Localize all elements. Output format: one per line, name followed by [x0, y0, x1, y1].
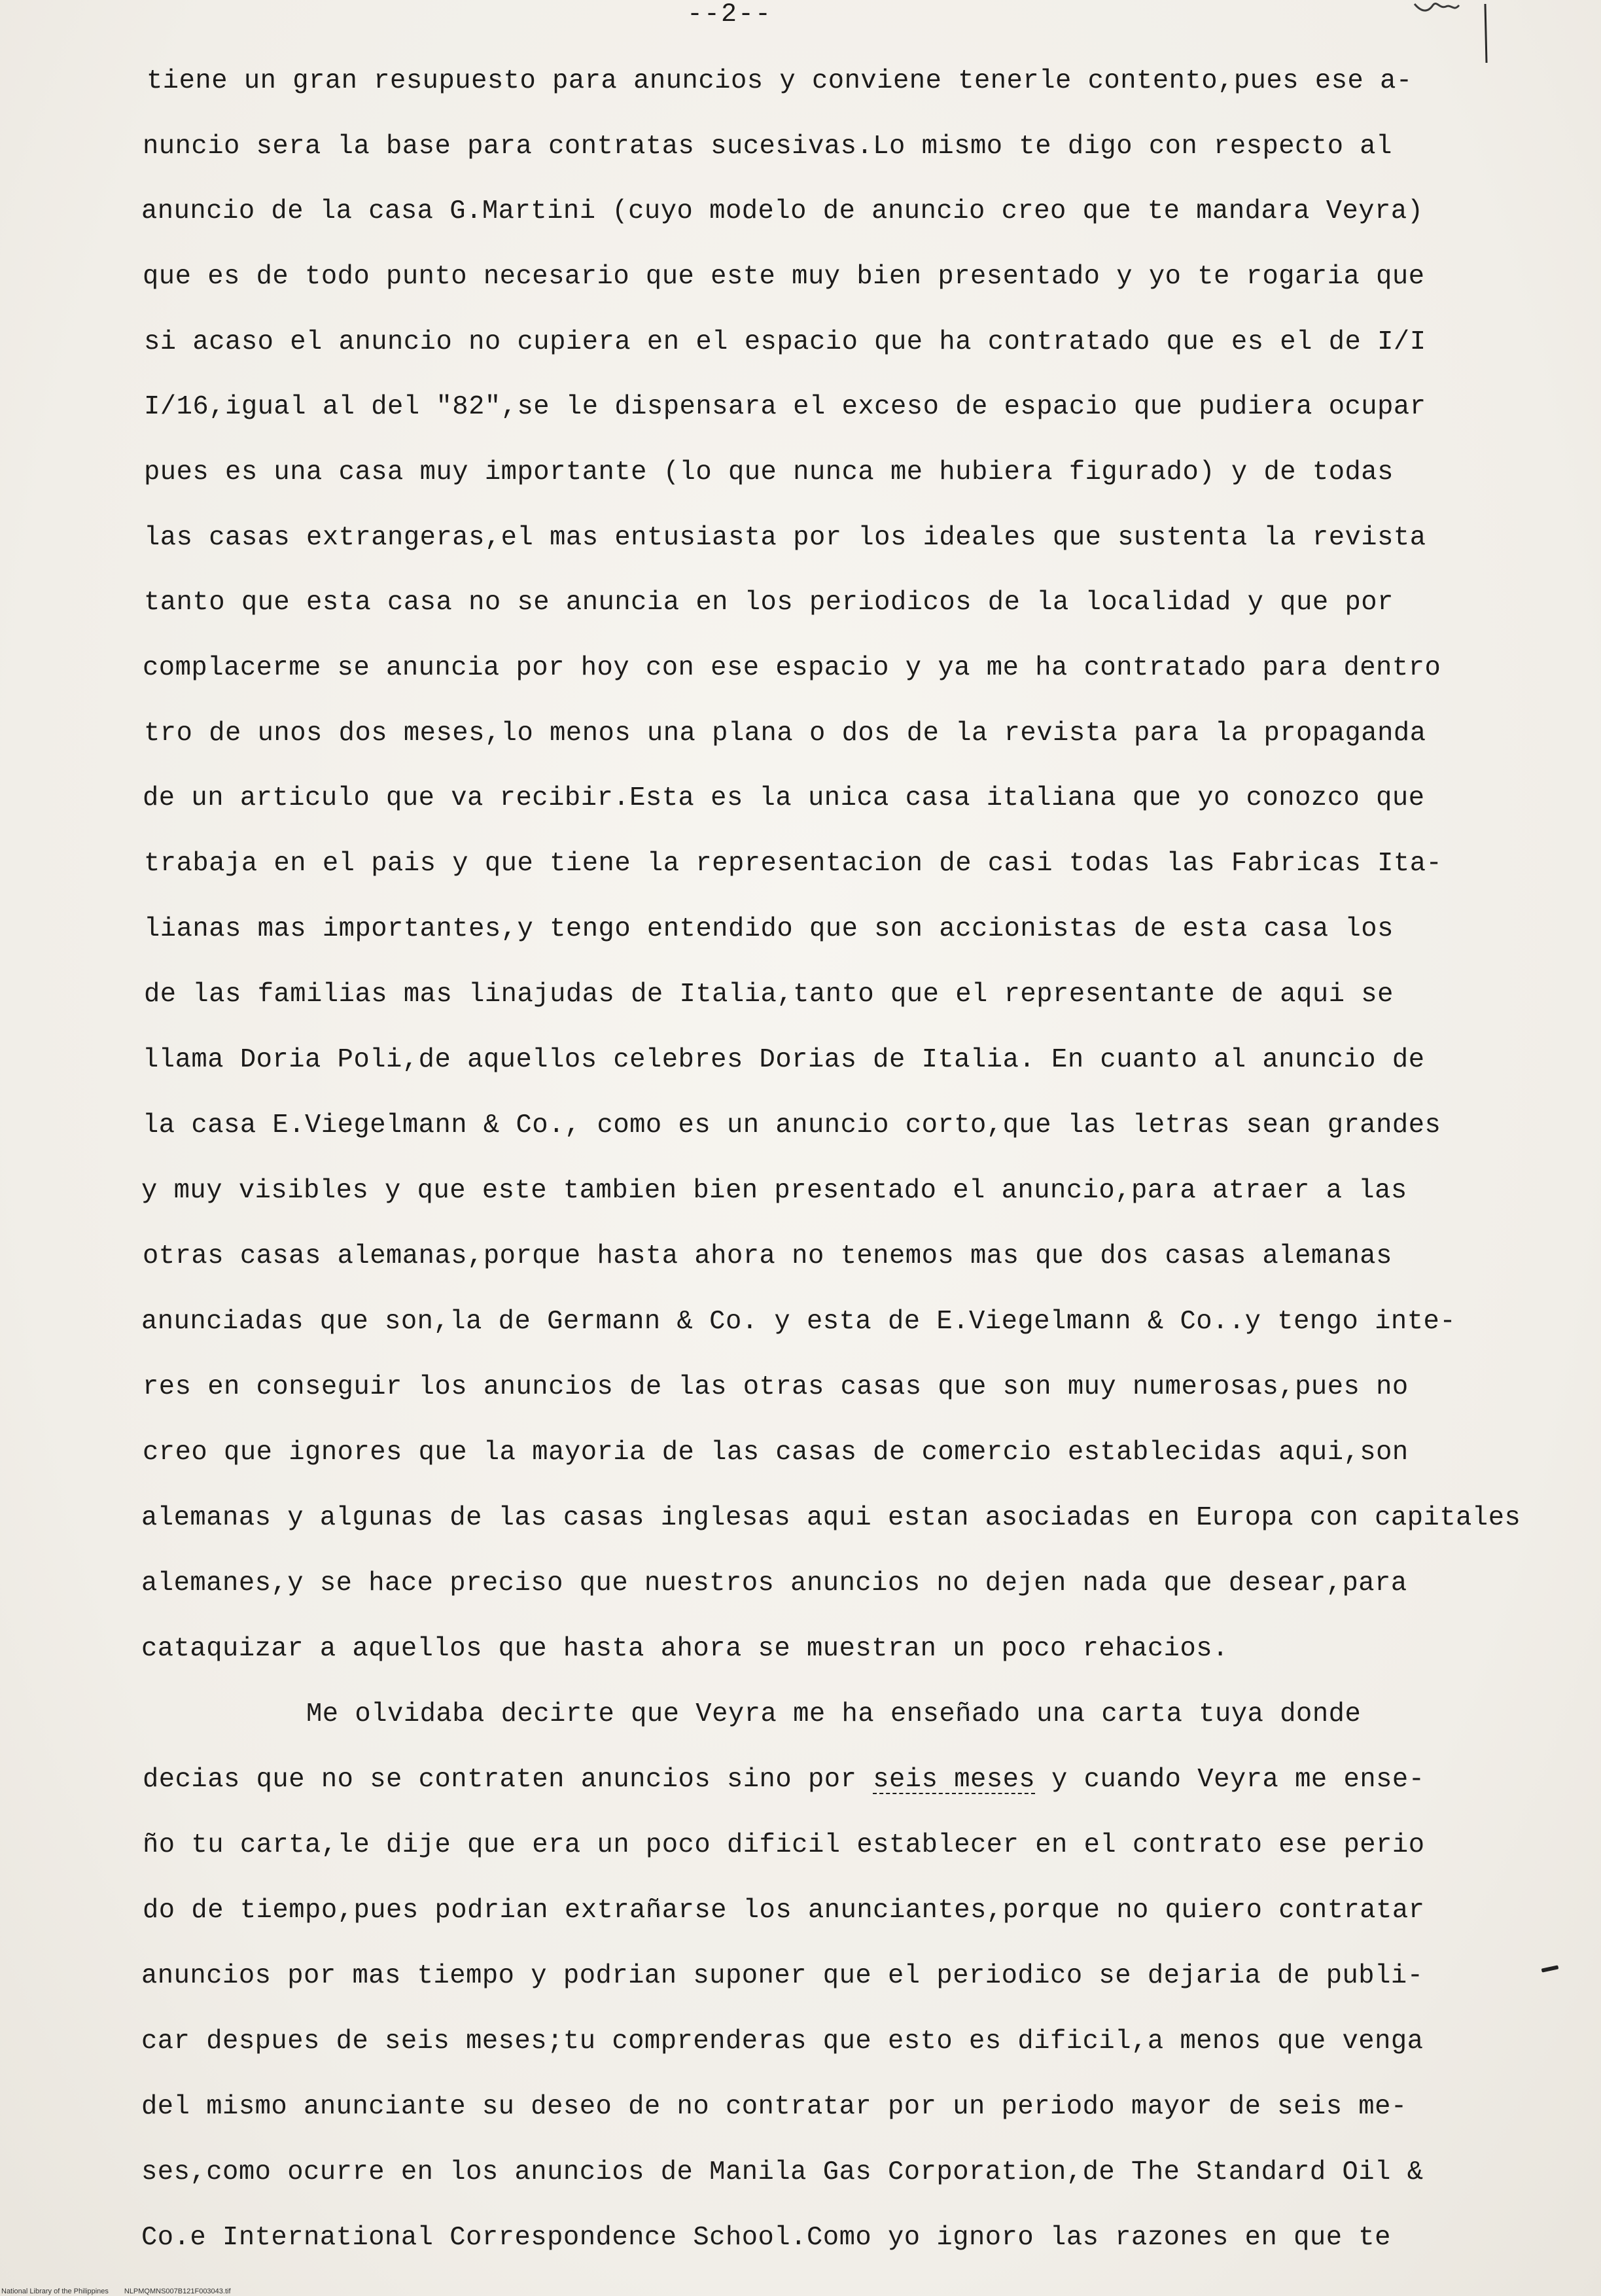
text-line: la casa E.Viegelmann & Co., como es un anuncio corto,que las letras sean grandes	[143, 1110, 1441, 1140]
text-line: complacerme se anuncia por hoy con ese espacio y ya me ha contratado para dentro	[143, 653, 1441, 683]
text-segment: decias que no se contraten anuncios sino por	[143, 1765, 873, 1795]
text-line: pues es una casa muy importante (lo que nunca me hubiera figurado) y de todas	[144, 457, 1394, 487]
text-line: car despues de seis meses;tu comprenderas que esto es dificil,a menos que venga	[141, 2026, 1424, 2057]
library-name: National Library of the Philippines	[1, 2287, 109, 2295]
text-line: I/16,igual al del "82",se le dispensara el exceso de espacio que pudiera ocupar	[144, 392, 1426, 422]
handwritten-mark-icon	[1413, 0, 1505, 65]
text-line: las casas extrangeras,el mas entusiasta por los ideales que sustenta la revista	[144, 523, 1426, 553]
text-line: tro de unos dos meses,lo menos una plana o dos de la revista para la propaganda	[144, 718, 1426, 749]
text-line-with-underline	[143, 1767, 1425, 1793]
ink-mark	[1541, 1965, 1559, 1972]
text-line: cataquizar a aquellos que hasta ahora se muestran un poco rehacios.	[141, 1634, 1229, 1664]
paragraph-first-line: Me olvidaba decirte que Veyra me ha enseñado una carta tuya donde	[306, 1699, 1362, 1729]
text-line: si acaso el anuncio no cupiera en el espacio que ha contratado que es el de I/I	[144, 327, 1426, 357]
text-line: tiene un gran resupuesto para anuncios y conviene tenerle contento,pues ese a-	[147, 66, 1413, 96]
underlined-phrase: seis meses	[873, 1765, 1036, 1795]
text-line: Co.e International Correspondence School.Como yo ignoro las razones en que te	[141, 2223, 1391, 2253]
text-line: otras casas alemanas,porque hasta ahora no tenemos mas que dos casas alemanas	[143, 1241, 1392, 1271]
text-line: que es de todo punto necesario que este muy bien presentado y yo te rogaria que	[143, 262, 1425, 292]
text-line: res en conseguir los anuncios de las otras casas que son muy numerosas,pues no	[143, 1372, 1409, 1402]
page-number: --2--	[687, 0, 773, 29]
text-line: trabaja en el pais y que tiene la representacion de casi todas las Fabricas Ita-	[144, 849, 1443, 879]
text-line: ño tu carta,le dije que era un poco dificil establecer en el contrato ese perio	[143, 1830, 1425, 1860]
text-segment: y cuando Veyra me ense-	[1035, 1765, 1425, 1795]
text-line: de las familias mas linajudas de Italia,tanto que el representante de aqui se	[144, 980, 1394, 1010]
text-line: tanto que esta casa no se anuncia en los periodicos de la localidad y que por	[144, 588, 1394, 618]
text-line: do de tiempo,pues podrian extrañarse los anunciantes,porque no quiero contratar	[143, 1896, 1425, 1926]
text-line: alemanes,y se hace preciso que nuestros anuncios no dejen nada que desear,para	[141, 1568, 1407, 1598]
text-line: anunciadas que son,la de Germann & Co. y esta de E.Viegelmann & Co..y tengo inte-	[141, 1307, 1456, 1337]
text-line: alemanas y algunas de las casas inglesas aqui estan asociadas en Europa con capitales	[141, 1503, 1521, 1533]
scan-footer	[1, 2287, 247, 2295]
text-line: lianas mas importantes,y tengo entendido que son accionistas de esta casa los	[144, 914, 1394, 944]
text-line: del mismo anunciante su deseo de no contratar por un periodo mayor de seis me-	[141, 2092, 1407, 2122]
text-line: llama Doria Poli,de aquellos celebres Dorias de Italia. En cuanto al anuncio de	[143, 1045, 1425, 1075]
text-line: anuncios por mas tiempo y podrian suponer que el periodico se dejaria de publi-	[141, 1961, 1424, 1991]
text-line: nuncio sera la base para contratas sucesivas.Lo mismo te digo con respecto al	[143, 132, 1392, 162]
text-line: de un articulo que va recibir.Esta es la unica casa italiana que yo conozco que	[143, 783, 1425, 813]
file-id: NLPMQMNS007B121F003043.tif	[124, 2287, 231, 2295]
text-line: y muy visibles y que este tambien bien presentado el anuncio,para atraer a las	[141, 1176, 1407, 1206]
text-line: creo que ignores que la mayoria de las casas de comercio establecidas aqui,son	[143, 1438, 1409, 1468]
text-line: anuncio de la casa G.Martini (cuyo modelo de anuncio creo que te mandara Veyra)	[141, 196, 1424, 226]
text-line: ses,como ocurre en los anuncios de Manila Gas Corporation,de The Standard Oil &	[141, 2157, 1424, 2187]
